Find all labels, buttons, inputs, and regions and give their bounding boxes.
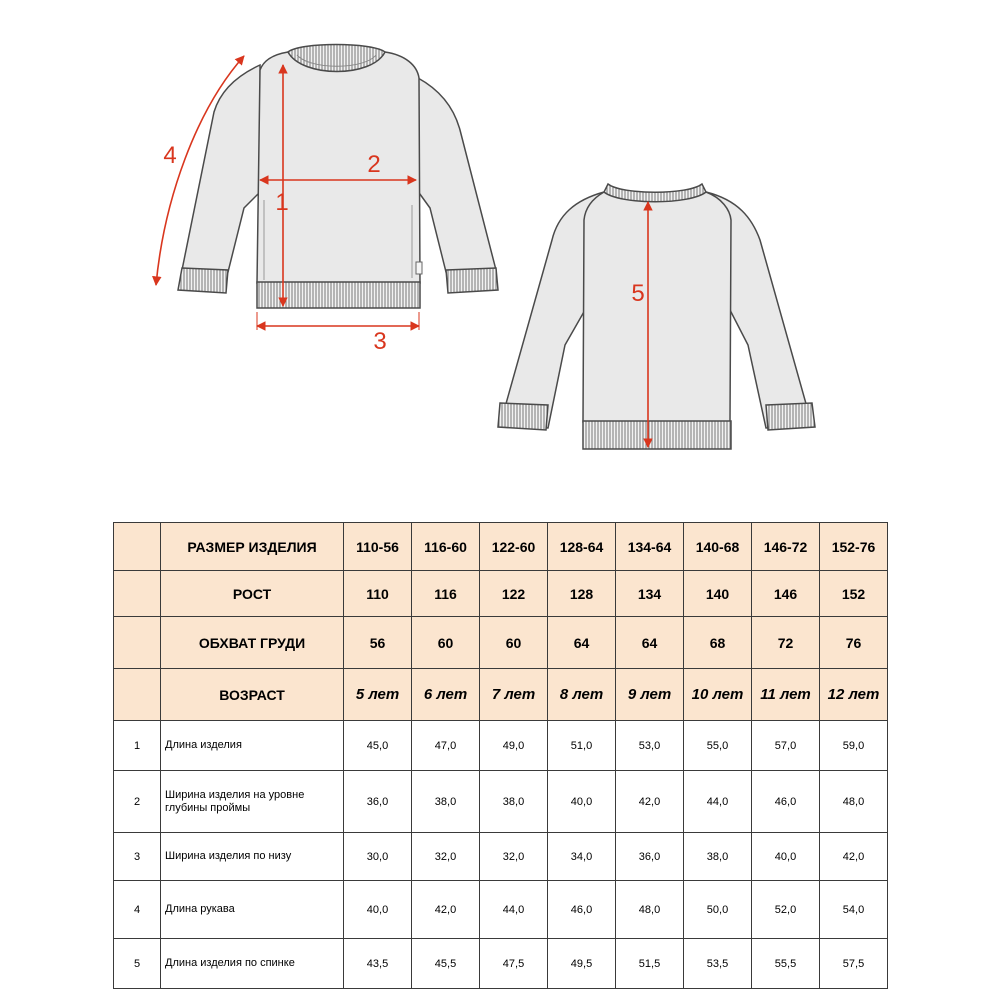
row-number: 5 <box>114 939 161 989</box>
header-value: 146 <box>752 571 820 617</box>
measure-value: 47,5 <box>480 939 548 989</box>
measure-value: 40,0 <box>548 771 616 833</box>
back-right-cuff <box>766 403 815 430</box>
header-label: РАЗМЕР ИЗДЕЛИЯ <box>161 523 344 571</box>
back-body <box>583 192 731 422</box>
measure-value: 42,0 <box>616 771 684 833</box>
header-value: 146-72 <box>752 523 820 571</box>
row-number: 3 <box>114 833 161 881</box>
measure-value: 50,0 <box>684 881 752 939</box>
measure-value: 46,0 <box>548 881 616 939</box>
measure-value: 45,0 <box>344 721 412 771</box>
header-row-chest <box>114 617 888 669</box>
header-value: 56 <box>344 617 412 669</box>
measure-value: 48,0 <box>820 771 888 833</box>
measure-value: 44,0 <box>480 881 548 939</box>
row-number-cell <box>114 571 161 617</box>
table-row <box>114 833 888 881</box>
header-value: 64 <box>548 617 616 669</box>
header-value: 64 <box>616 617 684 669</box>
measure-value: 32,0 <box>412 833 480 881</box>
measure-value: 48,0 <box>616 881 684 939</box>
table-row <box>114 721 888 771</box>
measure-name: Ширина изделия на уровне глубины проймы <box>161 771 344 833</box>
header-value: 12 лет <box>820 669 888 721</box>
header-value: 128-64 <box>548 523 616 571</box>
measure-value: 51,0 <box>548 721 616 771</box>
header-value: 5 лет <box>344 669 412 721</box>
header-row-height <box>114 571 888 617</box>
measure-value: 38,0 <box>412 771 480 833</box>
front-view <box>178 45 498 309</box>
row-number-cell <box>114 669 161 721</box>
back-view <box>498 184 815 449</box>
measure-value: 47,0 <box>412 721 480 771</box>
back-hem-rib <box>583 421 731 449</box>
header-value: 60 <box>480 617 548 669</box>
header-value: 122 <box>480 571 548 617</box>
measure-value: 40,0 <box>344 881 412 939</box>
measure-number-5: 5 <box>631 280 645 307</box>
header-value: 134 <box>616 571 684 617</box>
row-number: 4 <box>114 881 161 939</box>
front-right-sleeve <box>417 78 496 272</box>
header-label: ВОЗРАСТ <box>161 669 344 721</box>
measure-value: 46,0 <box>752 771 820 833</box>
header-value: 140 <box>684 571 752 617</box>
header-value: 128 <box>548 571 616 617</box>
header-label: ОБХВАТ ГРУДИ <box>161 617 344 669</box>
front-left-cuff <box>178 268 228 293</box>
measure-value: 49,0 <box>480 721 548 771</box>
header-value: 11 лет <box>752 669 820 721</box>
front-right-cuff <box>446 268 498 293</box>
header-label: РОСТ <box>161 571 344 617</box>
header-value: 110 <box>344 571 412 617</box>
measure-value: 40,0 <box>752 833 820 881</box>
header-value: 116-60 <box>412 523 480 571</box>
measure-number-3: 3 <box>373 328 387 355</box>
measure-value: 30,0 <box>344 833 412 881</box>
header-value: 122-60 <box>480 523 548 571</box>
header-value: 152 <box>820 571 888 617</box>
header-row-size <box>114 523 888 571</box>
front-hem-rib <box>257 282 420 308</box>
measure-value: 42,0 <box>412 881 480 939</box>
measure-value: 54,0 <box>820 881 888 939</box>
header-value: 6 лет <box>412 669 480 721</box>
measure-value: 43,5 <box>344 939 412 989</box>
measure-number-1: 1 <box>275 189 289 216</box>
header-value: 140-68 <box>684 523 752 571</box>
measure-number-2: 2 <box>367 151 381 178</box>
header-value: 76 <box>820 617 888 669</box>
measure-number-4: 4 <box>163 142 177 169</box>
measure-name: Длина рукава <box>161 881 344 939</box>
header-value: 7 лет <box>480 669 548 721</box>
table-row <box>114 939 888 989</box>
size-chart-table <box>113 522 888 989</box>
measure-value: 49,5 <box>548 939 616 989</box>
measure-value: 57,0 <box>752 721 820 771</box>
table-row <box>114 771 888 833</box>
header-value: 8 лет <box>548 669 616 721</box>
measure-value: 59,0 <box>820 721 888 771</box>
measure-value: 45,5 <box>412 939 480 989</box>
measure-value: 51,5 <box>616 939 684 989</box>
row-number-cell <box>114 523 161 571</box>
measure-name: Ширина изделия по низу <box>161 833 344 881</box>
header-value: 110-56 <box>344 523 412 571</box>
header-value: 9 лет <box>616 669 684 721</box>
measure-value: 53,0 <box>616 721 684 771</box>
table-row <box>114 881 888 939</box>
header-value: 10 лет <box>684 669 752 721</box>
measure-value: 53,5 <box>684 939 752 989</box>
measure-value: 36,0 <box>616 833 684 881</box>
measure-value: 34,0 <box>548 833 616 881</box>
measure-value: 52,0 <box>752 881 820 939</box>
header-row-age <box>114 669 888 721</box>
measure-value: 42,0 <box>820 833 888 881</box>
back-left-cuff <box>498 403 548 430</box>
header-value: 60 <box>412 617 480 669</box>
measure-value: 38,0 <box>480 771 548 833</box>
measure-name: Длина изделия по спинке <box>161 939 344 989</box>
row-number: 2 <box>114 771 161 833</box>
front-body <box>257 52 420 283</box>
measure-name: Длина изделия <box>161 721 344 771</box>
measure-value: 55,5 <box>752 939 820 989</box>
row-number-cell <box>114 617 161 669</box>
header-value: 152-76 <box>820 523 888 571</box>
front-left-sleeve <box>182 65 262 272</box>
header-value: 134-64 <box>616 523 684 571</box>
measure-value: 38,0 <box>684 833 752 881</box>
measure-value: 57,5 <box>820 939 888 989</box>
measure-value: 36,0 <box>344 771 412 833</box>
measure-value: 44,0 <box>684 771 752 833</box>
measure-value: 55,0 <box>684 721 752 771</box>
header-value: 72 <box>752 617 820 669</box>
header-value: 116 <box>412 571 480 617</box>
row-number: 1 <box>114 721 161 771</box>
header-value: 68 <box>684 617 752 669</box>
measure-value: 32,0 <box>480 833 548 881</box>
